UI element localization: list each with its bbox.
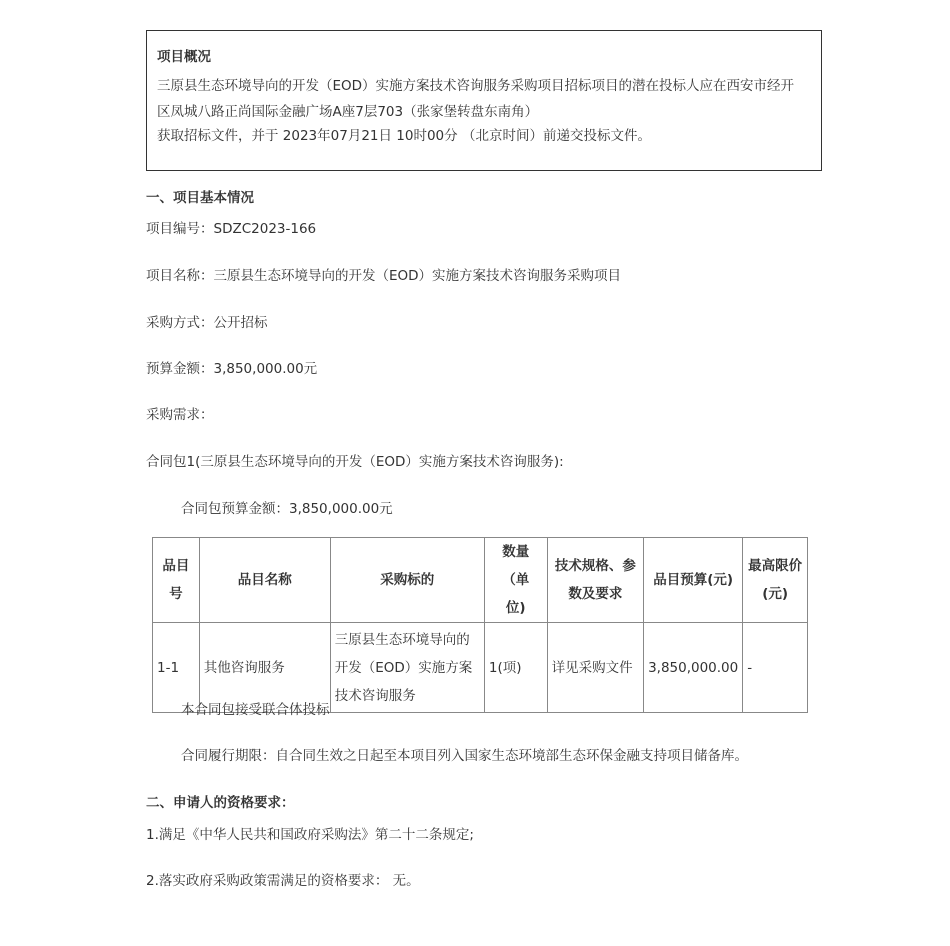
contract-period: 合同履行期限：自合同生效之日起至本项目列入国家生态环境部生态环保金融支持项目储备库。: [181, 748, 748, 764]
header-quantity: [484, 538, 547, 623]
cell-target-line-3: 技术咨询服务: [334, 687, 416, 704]
header-item-no: 品目号: [153, 538, 200, 623]
cell-target-line-1: 三原县生态环境导向的: [334, 631, 470, 648]
table-header-row: [153, 538, 808, 623]
header-quantity-line-2: 位): [505, 600, 526, 616]
header-spec-line-2: 数及要求: [568, 586, 623, 602]
cell-spec: 详见采购文件: [547, 623, 643, 713]
joint-bid-note: 本合同包接受联合体投标: [181, 702, 330, 718]
cell-target: [330, 623, 484, 713]
requirement-1: 1.满足《中华人民共和国政府采购法》第二十二条规定;: [146, 827, 474, 843]
items-table: [152, 537, 808, 713]
header-max-line-1: 最高限价: [748, 558, 803, 574]
header-item-name: 品目名称: [199, 538, 330, 623]
project-overview-box: [146, 30, 822, 171]
overview-line-3: 获取招标文件，并于 2023年07月21日 10时00分 （北京时间）前递交投标文件。: [157, 128, 651, 144]
overview-line-1: 三原县生态环境导向的开发（EOD）实施方案技术咨询服务采购项目招标项目的潜在投标人应在西安市经开: [157, 78, 795, 94]
cell-item-no: 1-1: [153, 623, 200, 713]
header-quantity-line-1: 数量（单: [502, 544, 530, 588]
section-2-heading: 二、申请人的资格要求：: [146, 795, 295, 811]
cell-target-line-2: 开发（EOD）实施方案: [334, 659, 473, 676]
cell-item-name: 其他咨询服务: [199, 623, 330, 713]
package-budget: 合同包预算金额：3,850,000.00元: [181, 501, 393, 517]
contract-package: 合同包1(三原县生态环境导向的开发（EOD）实施方案技术咨询服务):: [146, 454, 564, 470]
procurement-demand-label: 采购需求：: [146, 407, 214, 423]
project-number: 项目编号：SDZC2023-166: [146, 221, 317, 237]
header-target: 采购标的: [330, 538, 484, 623]
requirement-2: 2.落实政府采购政策需满足的资格要求： 无。: [146, 873, 420, 889]
overview-line-2: 区凤城八路正尚国际金融广场A座7层703（张家堡转盘东南角）: [157, 104, 539, 120]
cell-quantity: 1(项): [484, 623, 547, 713]
header-spec-line-1: 技术规格、参: [554, 558, 636, 574]
header-spec: [547, 538, 643, 623]
overview-title: 项目概况: [157, 49, 211, 65]
procurement-method: 采购方式：公开招标: [146, 315, 268, 331]
header-max-price: [743, 538, 808, 623]
header-budget: 品目预算(元): [644, 538, 743, 623]
header-max-line-2: (元): [762, 586, 789, 602]
cell-budget: 3,850,000.00: [644, 623, 743, 713]
cell-max-price: -: [743, 623, 808, 713]
project-name: 项目名称：三原县生态环境导向的开发（EOD）实施方案技术咨询服务采购项目: [146, 268, 622, 284]
budget-amount: 预算金额：3,850,000.00元: [146, 361, 318, 377]
section-1-heading: 一、项目基本情况: [146, 190, 254, 206]
